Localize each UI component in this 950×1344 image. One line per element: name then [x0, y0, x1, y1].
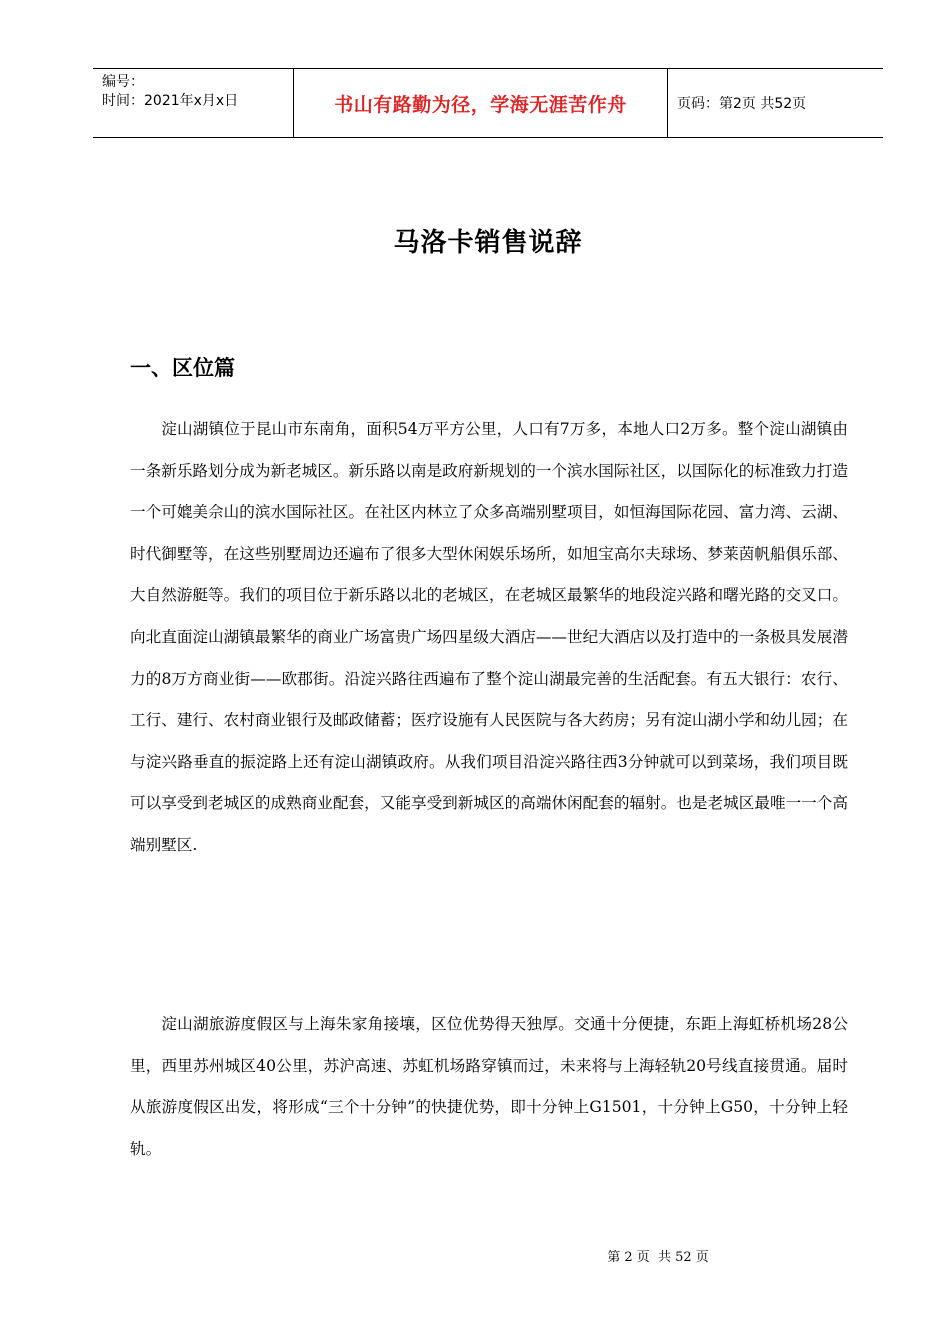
- number-label: 编号：: [102, 74, 144, 90]
- body-paragraph: 淀山湖旅游度假区与上海朱家角接壤，区位优势得天独厚。交通十分便捷，东距上海虹桥机场28公里，西里苏州城区40公里，苏沪高速、苏虹机场路穿镇而过，未来将与上海轻轨20号线直接贯通。届时从旅游度假区出发，将形成“三个十分钟”的快捷优势，即十分钟上G1501，十分钟上G50，十分钟上轻轨。: [130, 1015, 848, 1158]
- page-footer: 第 2 页 共 52 页: [607, 1250, 709, 1265]
- document-header: [93, 68, 883, 138]
- time-label: 时间：2021年x月x日: [102, 93, 239, 109]
- document-title: 马洛卡销售说辞: [393, 228, 583, 258]
- header-meta: [93, 69, 294, 137]
- section-heading: 一、区位篇: [130, 356, 235, 380]
- header-motto: 书山有路勤为径，学海无涯苦作舟: [294, 69, 668, 137]
- body-paragraph: 淀山湖镇位于昆山市东南角，面积54万平方公里，人口有7万多，本地人口2万多。整个淀山湖镇由一条新乐路划分成为新老城区。新乐路以南是政府新规划的一个滨水国际社区，以国际化的标准致力打造一个可媲美佘山的滨水国际社区。在社区内林立了众多高端别墅项目，如恒海国际花园、富力湾、云湖、时代御墅等，在这些别墅周边还遍布了很多大型休闲娱乐场所，如旭宝高尔夫球场、梦莱茵帆船俱乐部、大自然游艇等。我们的项目位于新乐路以北的老城区，在老城区最繁华的地段淀兴路和曙光路的交叉口。向北直面淀山湖镇最繁华的商业广场富贵广场四星级大酒店——世纪大酒店以及打造中的一条极具发展潜力的8万方商业街——欧郡街。沿淀兴路往西遍布了整个淀山湖最完善的生活配套。有五大银行：农行、工行、建行、农村商业银行及邮政储蓄；医疗设施有人民医院与各大药房；另有淀山湖小学和幼儿园；在与淀兴路垂直的振淀路上还有淀山湖镇政府。从我们项目沿淀兴路往西3分钟就可以到菜场，我们项目既可以享受到老城区的成熟商业配套，又能享受到新城区的高端休闲配套的辐射。也是老城区最唯一一个高端别墅区.: [130, 420, 849, 854]
- header-page-info: 页码：第2页 共52页: [677, 96, 807, 112]
